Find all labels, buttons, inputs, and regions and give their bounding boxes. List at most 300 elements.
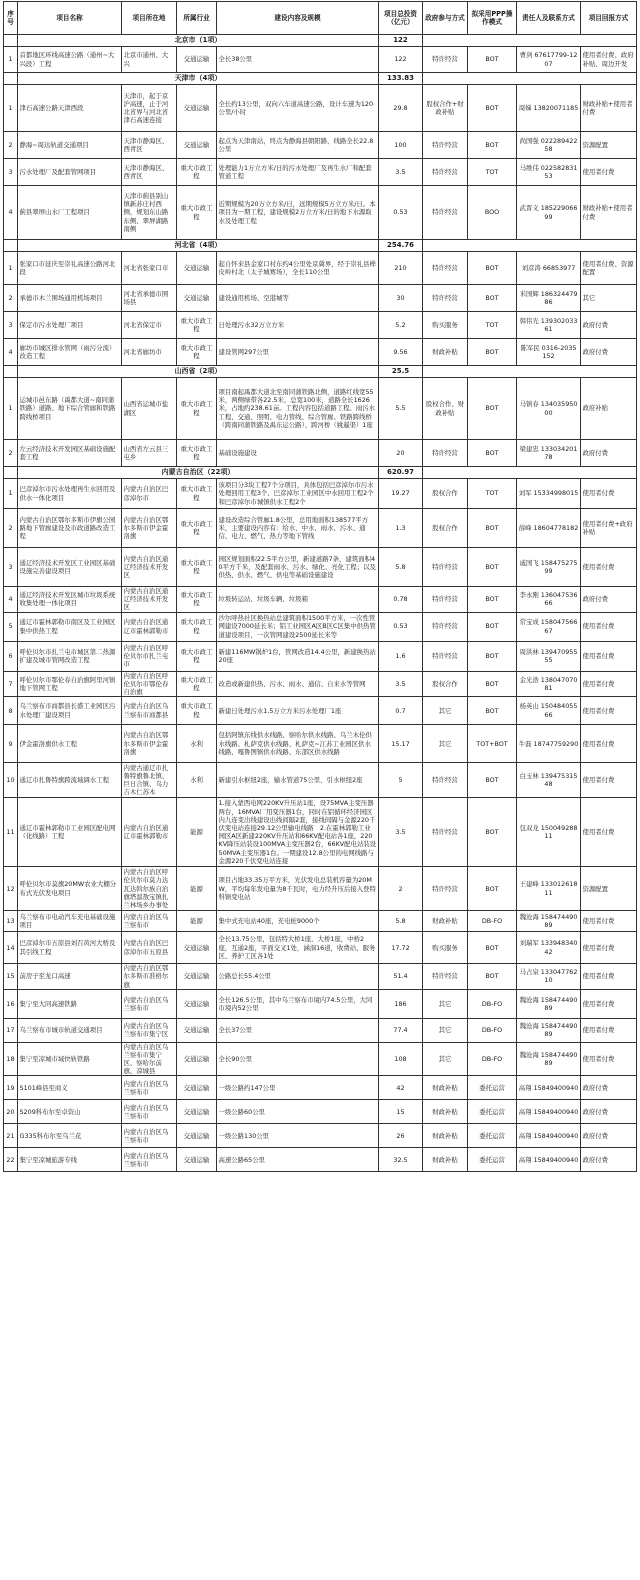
return-method: 政府付费: [581, 587, 637, 613]
contact: 高翔 15849400940: [517, 1076, 581, 1100]
project-investment: 5.5: [379, 378, 423, 440]
table-row: [4, 47, 637, 73]
project-content: 1.接入蒙西电网220KV升压站1座，设75MVA主变压器两台，16MVA厂用变压器1台，同时在铝循环经济园区内九连变出线建设出线间隔2套，接线间隔与金源220千伏变电站连接29.12公里输电线路 2.在霍林郭勒工业园区A区新建220KV升压站和66KV配电站各1座，220KV降压站装设100MVA主变压器2台，66KV配电站装设50MVA主变压器1台。一期建设12.8公里的电网线路与金源220千伏变电站连接: [217, 798, 379, 867]
row-no: 21: [4, 1124, 18, 1148]
project-industry: 交通运输: [177, 1100, 217, 1124]
project-location: 内蒙古自治区鄂尔多斯市伊金霍洛旗: [122, 725, 177, 763]
project-content: 沙尔呼热社区换热站总建筑面积1500平方米，一次性管网建设7000延长米；铝工业园区A区B区C区集中供热管道建设项目，一次管网建设2500延长米等: [217, 612, 379, 641]
gov-participation: 股权合作、财政补贴: [423, 378, 468, 440]
project-industry: 重大市政工程: [177, 440, 217, 467]
project-name: 污水处理厂及配套管网项目: [18, 159, 122, 186]
return-method: 使用者付费: [581, 725, 637, 763]
row-no: 8: [4, 697, 18, 725]
contact: 魏沧海 15847449089: [517, 989, 581, 1018]
table-row: [4, 1124, 637, 1148]
project-location: 内蒙古自治区乌兰察布市集宁区: [122, 1018, 177, 1042]
gov-participation: 特许经营: [423, 587, 468, 613]
return-method: 使用者付费: [581, 798, 637, 867]
gov-participation: 特许经营: [423, 612, 468, 641]
ppp-mode: BOO: [468, 186, 517, 240]
region-blank: [423, 240, 637, 252]
row-no: 1: [4, 85, 18, 132]
region-name: 河北省（4项）: [18, 240, 379, 252]
contact: 马镇春 13403595000: [517, 378, 581, 440]
project-industry: 交通运输: [177, 85, 217, 132]
project-industry: 能源: [177, 911, 217, 932]
project-content: 一级公路60公里: [217, 1100, 379, 1124]
project-location: 内蒙古自治区通辽市霍林郭勒市: [122, 798, 177, 867]
ppp-mode: BOT: [468, 867, 517, 911]
row-no: 10: [4, 763, 18, 798]
project-location: 内蒙古自治区巴彦淖尔市五原县: [122, 932, 177, 964]
project-name: 集宁至凉城市域快轨铁路: [18, 1042, 122, 1076]
gov-participation: 股权合作: [423, 671, 468, 697]
return-method: 使用者付费: [581, 612, 637, 641]
project-industry: 水利: [177, 763, 217, 798]
project-investment: 77.4: [379, 1018, 423, 1042]
project-content: 一级公路130公里: [217, 1124, 379, 1148]
row-no: 6: [4, 641, 18, 671]
project-industry: 重大市政工程: [177, 509, 217, 548]
gov-participation: 特许经营: [423, 252, 468, 285]
project-investment: 186: [379, 989, 423, 1018]
project-name: 集宁至凉城旅游专线: [18, 1148, 122, 1172]
project-investment: 5: [379, 763, 423, 798]
project-industry: 交通运输: [177, 1076, 217, 1100]
region-row: [4, 240, 637, 252]
ppp-mode: 委托运营: [468, 1124, 517, 1148]
project-name: 通辽市霍林郭勒市南区及工业园区集中供热工程: [18, 612, 122, 641]
gov-participation: 购买服务: [423, 312, 468, 339]
project-name: 前房子至龙口高速: [18, 964, 122, 990]
project-investment: 2: [379, 867, 423, 911]
region-blank: [423, 73, 637, 85]
project-investment: 1.6: [379, 641, 423, 671]
gov-participation: 其它: [423, 989, 468, 1018]
project-industry: 能源: [177, 867, 217, 911]
project-content: 建设通用机场、空港城等: [217, 285, 379, 312]
project-location: 内蒙古自治区通辽市霍林郭勒市: [122, 612, 177, 641]
project-name: 呼伦贝尔市扎兰屯市城区第二热源扩建及城市管网改造工程: [18, 641, 122, 671]
table-row: [4, 548, 637, 587]
region-blank: [423, 366, 637, 378]
ppp-mode: TOT: [468, 159, 517, 186]
project-location: 内蒙古自治区通辽经济技术开发区: [122, 587, 177, 613]
table-row: [4, 1148, 637, 1172]
contact: 魏沧海 15847449089: [517, 911, 581, 932]
contact: 马占泉 13304776210: [517, 964, 581, 990]
project-name: 保定市污水处理厂项目: [18, 312, 122, 339]
project-content: 全长126.5公里，其中乌兰察布市境内74.5公里，大同市境内52公里: [217, 989, 379, 1018]
project-industry: 能源: [177, 798, 217, 867]
project-investment: 15.17: [379, 725, 423, 763]
project-investment: 122: [379, 47, 423, 73]
region-total: 620.97: [379, 467, 423, 479]
gov-participation: 财政补贴: [423, 1100, 468, 1124]
contact: 白玉林 13947531548: [517, 763, 581, 798]
project-industry: 交通运输: [177, 1042, 217, 1076]
row-no: 3: [4, 548, 18, 587]
project-content: 公路总长55.4公里: [217, 964, 379, 990]
contact: 周娣 13820071185: [517, 85, 581, 132]
ppp-mode: BOT: [468, 132, 517, 159]
region-row: [4, 73, 637, 85]
region-name: 北京市（1项）: [18, 35, 379, 47]
project-content: 包括阿镇东线供水线路、察哈尔供水线路、乌兰木伦供水线路、札萨克供水线路、札萨克~江苏工业园区供水线路、嘎鲁图镇供水线路、东部区供水线路: [217, 725, 379, 763]
project-content: 建设改造综合管廊1.8公里，总用地面积138577平方米，主要建设内容有：给水、中水、雨水、污水、通信、电力、燃气、热力等地下管线: [217, 509, 379, 548]
gov-participation: 特许经营: [423, 641, 468, 671]
ppp-mode: BOT: [468, 612, 517, 641]
contact: 金光浩 13804707081: [517, 671, 581, 697]
gov-participation: 其它: [423, 697, 468, 725]
table-row: [4, 85, 637, 132]
project-name: 乌兰察布市城市轨道交通项目: [18, 1018, 122, 1042]
table-row: [4, 132, 637, 159]
gov-participation: 特许经营: [423, 132, 468, 159]
return-method: 政府付费: [581, 312, 637, 339]
project-investment: 20: [379, 440, 423, 467]
project-industry: 交通运输: [177, 964, 217, 990]
project-name: 乌兰察布市电动汽车充电基础设施项目: [18, 911, 122, 932]
contact: 梁建忠 13303420178: [517, 440, 581, 467]
project-content: 垃圾转运站、垃圾车辆、垃圾箱: [217, 587, 379, 613]
table-row: [4, 867, 637, 911]
project-location: 内蒙古自治区呼伦贝尔市莫力达瓦达斡尔族自治旗塔温敖宝镇扎兰林场乡办事处: [122, 867, 177, 911]
return-method: 使用者付费、政府补贴、周边开发: [581, 47, 637, 73]
project-industry: 交通运输: [177, 989, 217, 1018]
project-investment: 5.2: [379, 312, 423, 339]
project-content: 日处理污水32万立方米: [217, 312, 379, 339]
contact: 杨英山 15048405566: [517, 697, 581, 725]
row-no: 18: [4, 1042, 18, 1076]
return-method: 政府付费: [581, 440, 637, 467]
return-method: 使用者付费: [581, 763, 637, 798]
row-no: 17: [4, 1018, 18, 1042]
project-location: 内蒙古自治区鄂尔多斯市伊金霍洛旗: [122, 509, 177, 548]
project-investment: 5.8: [379, 548, 423, 587]
project-name: 乌兰察布市商都县长盛工业园区污水处理厂建设项目: [18, 697, 122, 725]
ppp-mode: DB-FO: [468, 1042, 517, 1076]
gov-participation: 财政补贴: [423, 339, 468, 366]
project-investment: 26: [379, 1124, 423, 1148]
region-blank: [4, 35, 18, 47]
row-no: 15: [4, 964, 18, 990]
project-content: 建设管网297公里: [217, 339, 379, 366]
project-content: 起点为天津南站，终点为静海县朝阳路，线路全长22.8公里: [217, 132, 379, 159]
row-no: 12: [4, 867, 18, 911]
project-name: 内蒙古自治区鄂尔多斯市伊旗公园路地下管廊建设及市政道路改造工程: [18, 509, 122, 548]
gov-participation: 其它: [423, 1018, 468, 1042]
table-row: [4, 339, 637, 366]
table-row: [4, 932, 637, 964]
project-location: 内蒙古自治区乌兰察布市: [122, 1076, 177, 1100]
project-industry: 重大市政工程: [177, 587, 217, 613]
project-investment: 210: [379, 252, 423, 285]
header-investment: 项目总投资（亿元）: [379, 2, 423, 35]
gov-participation: 财政补贴: [423, 1124, 468, 1148]
return-method: 政府付费: [581, 1076, 637, 1100]
ppp-mode: BOT: [468, 252, 517, 285]
ppp-mode: 委托运营: [468, 1100, 517, 1124]
return-method: 使用者付费: [581, 932, 637, 964]
return-method: 使用者付费: [581, 1018, 637, 1042]
header-mode: 拟采用PPP操作模式: [468, 2, 517, 35]
table-row: [4, 252, 637, 285]
project-name: S101峰县至商义: [18, 1076, 122, 1100]
project-name: 巴彦淖尔市五原县刘召黄河大桥及其引线工程: [18, 932, 122, 964]
table-row: [4, 159, 637, 186]
project-location: 天津市蓟县别山镇新苏庄村西侧，规划东山路东侧、翠屏湖路南侧: [122, 186, 177, 240]
table-row: [4, 587, 637, 613]
contact: 周洪林 13947095555: [517, 641, 581, 671]
gov-participation: 特许经营: [423, 47, 468, 73]
project-content: 全长37公里: [217, 1018, 379, 1042]
ppp-mode: 委托运营: [468, 1076, 517, 1100]
contact: 包双龙 15004928811: [517, 798, 581, 867]
project-investment: 5.8: [379, 911, 423, 932]
project-industry: 交通运输: [177, 932, 217, 964]
project-industry: 交通运输: [177, 285, 217, 312]
project-industry: 交通运输: [177, 1124, 217, 1148]
return-method: 使用者付费: [581, 1042, 637, 1076]
project-location: 天津市静海区、西青区: [122, 159, 177, 186]
row-no: 1: [4, 47, 18, 73]
ppp-mode: BOT: [468, 798, 517, 867]
contact: 韩伟光 13930203361: [517, 312, 581, 339]
project-investment: 1.3: [379, 509, 423, 548]
project-content: 全长13.75公里，包括特大桥1座，大桥1座，中桥2座，互通2座，平面交叉1处，涵洞16道，收费站、服务区、养护工区各1处: [217, 932, 379, 964]
project-name: 伊金霍洛旗供水工程: [18, 725, 122, 763]
project-investment: 15: [379, 1100, 423, 1124]
gov-participation: 财政补贴: [423, 1076, 468, 1100]
table-row: [4, 1100, 637, 1124]
project-name: 呼伦贝尔市鄂伦春自治旗阿里河镇地下管网工程: [18, 671, 122, 697]
gov-participation: 特许经营: [423, 798, 468, 867]
project-location: 内蒙古自治区通辽经济技术开发区: [122, 548, 177, 587]
project-investment: 30: [379, 285, 423, 312]
project-industry: 重大市政工程: [177, 548, 217, 587]
row-no: 2: [4, 509, 18, 548]
ppp-mode: BOT: [468, 47, 517, 73]
ppp-mode: BOT: [468, 964, 517, 990]
project-name: 津石高速公路天津西段: [18, 85, 122, 132]
row-no: 13: [4, 911, 18, 932]
project-industry: 交通运输: [177, 132, 217, 159]
project-location: 内蒙古自治区乌兰察布市: [122, 989, 177, 1018]
gov-participation: 特许经营: [423, 867, 468, 911]
row-no: 19: [4, 1076, 18, 1100]
row-no: 3: [4, 312, 18, 339]
region-row: [4, 366, 637, 378]
return-method: 使用者付费: [581, 697, 637, 725]
contact: 曹剑 67617799-1207: [517, 47, 581, 73]
project-name: G335科布尔至乌兰花: [18, 1124, 122, 1148]
return-method: 政府付费: [581, 339, 637, 366]
project-content: 新建日处理污水1.5万立方米污水处理厂1座: [217, 697, 379, 725]
project-industry: 重大市政工程: [177, 697, 217, 725]
contact: 刘瑞军 13394834042: [517, 932, 581, 964]
ppp-mode: DB-FO: [468, 989, 517, 1018]
gov-participation: 特许经营: [423, 548, 468, 587]
return-method: 使用者付费: [581, 548, 637, 587]
row-no: 20: [4, 1100, 18, 1124]
project-investment: 42: [379, 1076, 423, 1100]
region-total: 122: [379, 35, 423, 47]
region-blank: [4, 366, 18, 378]
row-no: 11: [4, 798, 18, 867]
row-no: 2: [4, 285, 18, 312]
contact: 戚国飞 15847527599: [517, 548, 581, 587]
project-location: 天津市，起于京沪高速，止于河北省界与河北省津石高速连接: [122, 85, 177, 132]
return-method: 资源配置: [581, 132, 637, 159]
project-industry: 水利: [177, 725, 217, 763]
region-row: [4, 35, 637, 47]
ppp-mode: BOT: [468, 378, 517, 440]
contact: 王建峰 13301261811: [517, 867, 581, 911]
table-body: [4, 35, 637, 1172]
project-name: 张家口市延庆至崇礼高速公路河北段: [18, 252, 122, 285]
return-method: 使用者付费: [581, 989, 637, 1018]
return-method: 其它: [581, 285, 637, 312]
header-name: 项目名称: [18, 2, 122, 35]
gov-participation: 购买服务: [423, 932, 468, 964]
return-method: 政府补贴: [581, 378, 637, 440]
project-content: 高速公路65公里: [217, 1148, 379, 1172]
header-contact: 责任人及联系方式: [517, 2, 581, 35]
project-investment: 108: [379, 1042, 423, 1076]
row-no: 7: [4, 671, 18, 697]
project-industry: 重大市政工程: [177, 159, 217, 186]
region-total: 254.76: [379, 240, 423, 252]
project-name: 通辽市霍林郭勒市工业园区配电网（化线路）工程: [18, 798, 122, 867]
gov-participation: 其它: [423, 1042, 468, 1076]
project-location: 河北省承德市围场县: [122, 285, 177, 312]
table-row: [4, 763, 637, 798]
project-content: 新建引水枢纽2座，输水管道75公里，引水枢纽2座: [217, 763, 379, 798]
return-method: 使用者付费: [581, 159, 637, 186]
project-content: 该项目分3块工程7个分项目，具体包括巴彦淖尔市污水处理回用工程3个、巴彦淖尔工业园区中水回用工程2个和巴彦淖尔市城镇供水工程2个: [217, 479, 379, 509]
project-location: 内蒙古自治区巴彦淖尔市: [122, 479, 177, 509]
table-header: [4, 2, 637, 35]
region-row: [4, 467, 637, 479]
region-name: 山西省（2项）: [18, 366, 379, 378]
project-content: 项目占地33.35万平方米，光伏发电总装机容量为20MW，平均每年发电量为8千瓦时，电力经升压后接入登特科镇变电站: [217, 867, 379, 911]
table-row: [4, 509, 637, 548]
ppp-mode: BOT: [468, 587, 517, 613]
table-row: [4, 285, 637, 312]
gov-participation: 其它: [423, 725, 468, 763]
contact: 魏沧海 15847449089: [517, 1042, 581, 1076]
project-investment: 100: [379, 132, 423, 159]
project-industry: 重大市政工程: [177, 339, 217, 366]
project-location: 内蒙古自治区呼伦贝尔市扎兰屯市: [122, 641, 177, 671]
project-name: 承德市木兰围场通用机场项目: [18, 285, 122, 312]
table-row: [4, 725, 637, 763]
header-no: 序号: [4, 2, 18, 35]
row-no: 14: [4, 932, 18, 964]
project-investment: 19.27: [379, 479, 423, 509]
contact: 陈军民 0316-2035152: [517, 339, 581, 366]
ppp-mode: BOT: [468, 548, 517, 587]
return-method: 使用者付费: [581, 911, 637, 932]
project-content: 基础设施建设: [217, 440, 379, 467]
ppp-mode: BOT: [468, 509, 517, 548]
project-name: 静海~周达轨道交通项目: [18, 132, 122, 159]
header-industry: 所属行业: [177, 2, 217, 35]
ppp-mode: BOT: [468, 763, 517, 798]
return-method: 使用者付费、资源配置: [581, 252, 637, 285]
project-investment: 0.53: [379, 186, 423, 240]
region-name: 内蒙古自治区（22项）: [18, 467, 379, 479]
table-row: [4, 671, 637, 697]
gov-participation: 财政补贴: [423, 911, 468, 932]
project-investment: 3.5: [379, 798, 423, 867]
contact: 李永刚 13604753666: [517, 587, 581, 613]
project-investment: 3.5: [379, 159, 423, 186]
project-name: 左云经济技术开发园区基础设施配套工程: [18, 440, 122, 467]
return-method: 使用者付费+政府补贴: [581, 509, 637, 548]
ppp-mode: TOT+BOT: [468, 725, 517, 763]
ppp-mode: TOT: [468, 312, 517, 339]
table-row: [4, 440, 637, 467]
contact: 牛磊 18747759290: [517, 725, 581, 763]
project-location: 内蒙古自治区乌兰察布市集宁区、察哈尔前旗、凉城县: [122, 1042, 177, 1076]
contact: 魏沧海 15847449089: [517, 1018, 581, 1042]
project-content: 近期规模为20万立方米/日，远期规模5万立方米/日。本项目为一期工程，建设规模2万立方米/日的地下水源取水及处理工程: [217, 186, 379, 240]
return-method: 政府付费: [581, 1100, 637, 1124]
table-row: [4, 186, 637, 240]
project-location: 天津市静海区、西青区: [122, 132, 177, 159]
table-row: [4, 697, 637, 725]
project-industry: 重大市政工程: [177, 612, 217, 641]
ppp-mode: BOT: [468, 932, 517, 964]
gov-participation: 股权合作: [423, 509, 468, 548]
project-content: 项目南起禹都大道北至南同蒲铁路北侧，道路红线宽55米，两侧绿带各22.5米，总宽100米，道路全长1626米，占地约238.61亩。工程内容包括道路工程、雨污水工程、交通、照明、电力管线、综合管廊、铁路跨线桥（跨南同蒲铁路及禹东运公路）、跨河桥（姚暹渠）1座: [217, 378, 379, 440]
gov-participation: 特许经营: [423, 159, 468, 186]
project-investment: 0.78: [379, 587, 423, 613]
return-method: 政府付费: [581, 1148, 637, 1172]
return-method: 资源配置: [581, 867, 637, 911]
return-method: 政府付费: [581, 1124, 637, 1148]
gov-participation: 股权合作+财政补贴: [423, 85, 468, 132]
gov-participation: 特许经营: [423, 964, 468, 990]
row-no: 22: [4, 1148, 18, 1172]
project-content: 全长38公里: [217, 47, 379, 73]
project-content: 一级公路约147公里: [217, 1076, 379, 1100]
project-investment: 0.7: [379, 697, 423, 725]
ppp-mode: BOT: [468, 697, 517, 725]
project-investment: 29.8: [379, 85, 423, 132]
project-name: 廊坊市城区排水管网（雨污分流）改造工程: [18, 339, 122, 366]
project-industry: 重大市政工程: [177, 186, 217, 240]
return-method: 使用者付费: [581, 671, 637, 697]
project-investment: 32.5: [379, 1148, 423, 1172]
project-location: 内蒙古自治区乌兰察布市: [122, 1148, 177, 1172]
gov-participation: 股权合作: [423, 479, 468, 509]
ppp-mode: DB-FO: [468, 911, 517, 932]
row-no: 1: [4, 378, 18, 440]
contact: 武晋义 18522906699: [517, 186, 581, 240]
row-no: 16: [4, 989, 18, 1018]
row-no: 4: [4, 186, 18, 240]
project-industry: 交通运输: [177, 47, 217, 73]
contact: 薛峰 18604778182: [517, 509, 581, 548]
project-content: 全长90公里: [217, 1042, 379, 1076]
ppp-mode: 委托运营: [468, 1148, 517, 1172]
region-blank: [423, 467, 637, 479]
contact: 高翔 15849400940: [517, 1148, 581, 1172]
project-name: 通辽经济技术开发区城市垃圾系统收集处理一体化项目: [18, 587, 122, 613]
